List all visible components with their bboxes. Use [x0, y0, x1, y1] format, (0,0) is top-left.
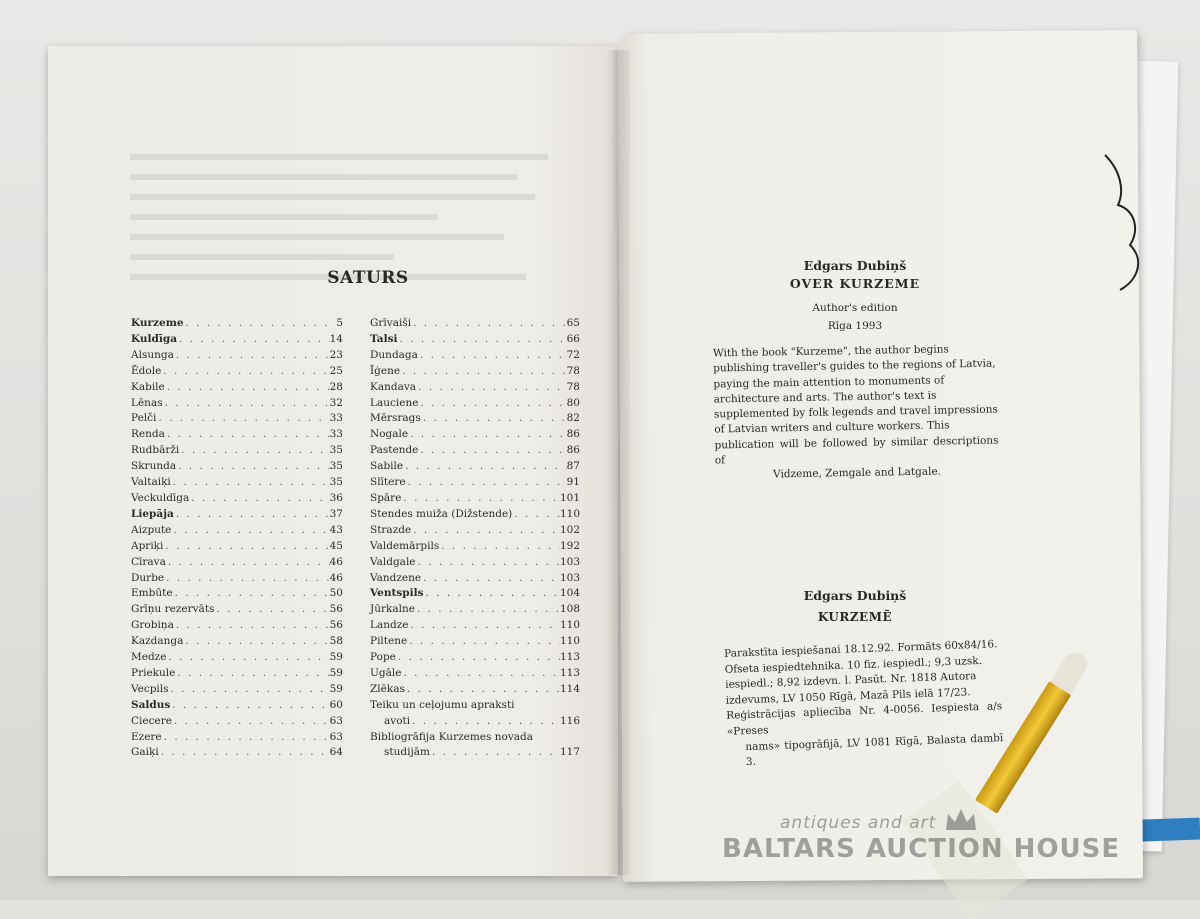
- toc-leader-dots: [403, 459, 567, 475]
- toc-entry-name: Alsunga: [131, 348, 174, 361]
- toc-entry-page: 65: [566, 317, 580, 329]
- toc-entry: [131, 348, 343, 364]
- toc-entry-name: Pope: [370, 651, 396, 664]
- imprint-block: [724, 637, 1004, 771]
- toc-entry: [370, 459, 580, 475]
- toc-leader-dots: [161, 364, 329, 380]
- toc-entry-page: 59: [329, 682, 343, 695]
- toc-entry-page: 14: [329, 332, 343, 345]
- toc-entry-name: Rudbārži: [131, 444, 180, 457]
- toc-entry-name: Īģene: [370, 364, 401, 377]
- toc-entry: [131, 634, 343, 650]
- toc-leader-dots: [177, 332, 330, 348]
- toc-entry-page: 114: [559, 682, 580, 695]
- toc-leader-dots: [173, 586, 330, 602]
- toc-entry: [370, 586, 580, 602]
- toc-entry: [131, 714, 343, 730]
- toc-column-left: [131, 316, 343, 761]
- toc-entry-name: Grīņu rezervāts: [131, 603, 215, 616]
- toc-entry-page: 43: [329, 523, 343, 536]
- toc-entry-name: Valtaiķi: [131, 476, 171, 489]
- toc-entry: [370, 491, 580, 507]
- imprint-line: iespiedl.; 8,92 izdevn. l. Pasūt. Nr. 1818 Autora: [725, 670, 977, 692]
- toc-entry: [370, 507, 580, 523]
- toc-entry: [131, 682, 343, 698]
- toc-entry-name: Ciecere: [131, 714, 172, 727]
- toc-entry-name: Grobiņa: [131, 619, 174, 632]
- toc-entry-page: 108: [559, 603, 580, 616]
- toc-entry-page: 103: [559, 571, 580, 584]
- toc-entry-name: Bibliogrāfija Kurzemes novada: [370, 730, 533, 743]
- toc-entry-name: Stendes muiža (Dižstende): [370, 507, 513, 520]
- toc-entry-page: 103: [559, 555, 580, 568]
- toc-entry-page: 113: [559, 651, 580, 664]
- toc-entry: [370, 634, 580, 650]
- toc-leader-dots: [416, 555, 560, 571]
- toc-entry-page: 110: [559, 619, 580, 632]
- toc-entry-page: 116: [559, 714, 580, 727]
- toc-leader-dots: [411, 523, 560, 539]
- toc-entry-page: 37: [329, 507, 343, 520]
- toc-entry: [370, 666, 580, 682]
- toc-leader-dots: [405, 682, 560, 698]
- toc-entry: [131, 316, 343, 332]
- toc-entry-name: Gaiķi: [131, 746, 159, 759]
- toc-title: SATURS: [327, 268, 409, 288]
- toc-leader-dots: [156, 411, 329, 427]
- toc-entry-name: Piltene: [370, 635, 408, 648]
- toc-entry-name: Veckuldīga: [131, 491, 190, 504]
- toc-entry-name: Ezere: [131, 730, 162, 743]
- toc-entry-name: Ugāle: [370, 666, 402, 679]
- toc-leader-dots: [189, 491, 329, 507]
- toc-entry: [131, 618, 343, 634]
- toc-entry-page: 82: [566, 412, 580, 425]
- toc-entry: [131, 555, 343, 571]
- toc-entry-page: 46: [329, 571, 343, 584]
- toc-entry: [131, 539, 343, 555]
- toc-leader-dots: [398, 332, 567, 348]
- toc-entry-name: Jūrkalne: [370, 603, 415, 616]
- book-title-english: OVER KURZEME: [789, 276, 921, 291]
- toc-leader-dots: [176, 459, 330, 475]
- toc-leader-dots: [174, 507, 330, 523]
- toc-entry-name: Spāre: [370, 491, 402, 504]
- toc-entry-page: 59: [329, 651, 343, 664]
- toc-entry-page: 110: [559, 635, 580, 648]
- toc-entry-name: avoti: [384, 714, 411, 727]
- toc-entry: [131, 666, 343, 682]
- toc-entry-name: Kazdanga: [131, 635, 184, 648]
- toc-leader-dots: [418, 348, 567, 364]
- author-name: Edgars Dubiņš: [803, 258, 907, 273]
- toc-entry: [131, 745, 343, 761]
- toc-entry-name: Skrunda: [131, 460, 177, 473]
- toc-entry: [131, 459, 343, 475]
- toc-entry-page: 28: [329, 380, 343, 393]
- toc-leader-dots: [430, 745, 560, 761]
- toc-entry: [370, 714, 580, 730]
- toc-leader-dots: [170, 698, 329, 714]
- toc-leader-dots: [410, 714, 560, 730]
- toc-entry-page: 104: [559, 587, 580, 600]
- toc-leader-dots: [165, 427, 330, 443]
- toc-entry-name: Vecpils: [131, 682, 169, 695]
- toc-entry-page: 35: [329, 476, 343, 489]
- toc-entry-page: 60: [329, 698, 343, 711]
- toc-entry: [370, 523, 580, 539]
- toc-entry-name: Valdemārpils: [370, 539, 440, 552]
- toc-entry-page: 58: [329, 635, 343, 648]
- toc-entry-page: 102: [559, 523, 580, 536]
- toc-entry-name: Valdgale: [370, 555, 416, 568]
- toc-leader-dots: [163, 396, 330, 412]
- toc-entry-name: Dundaga: [370, 348, 418, 361]
- toc-entry-name: Lēnas: [131, 396, 163, 409]
- toc-entry: [131, 443, 343, 459]
- toc-entry-name: Sabile: [370, 460, 404, 473]
- toc-entry: [131, 364, 343, 380]
- toc-entry-page: 78: [566, 380, 580, 393]
- place-year: Rīga 1993: [827, 320, 883, 332]
- toc-leader-dots: [424, 586, 560, 602]
- toc-entry-page: 101: [559, 491, 580, 504]
- toc-entry: [370, 332, 580, 348]
- toc-entry-name: Saldus: [131, 698, 171, 711]
- toc-entry-page: 86: [566, 444, 580, 457]
- toc-entry-page: 87: [566, 460, 580, 473]
- toc-leader-dots: [164, 571, 329, 587]
- toc-leader-dots: [179, 443, 329, 459]
- description-line: With the book "Kurzeme", the author begins: [712, 343, 949, 360]
- toc-entry: [370, 730, 580, 746]
- description-line: of Latvian writers and culture workers. This: [714, 419, 950, 436]
- toc-leader-dots: [421, 411, 567, 427]
- toc-entry: [370, 475, 580, 491]
- imprint-line: Reģistrācijas apliecība Nr. 4-0056. Iespiesta a/s «Preses: [726, 700, 1003, 738]
- toc-entry-page: 72: [566, 348, 580, 361]
- toc-entry: [131, 380, 343, 396]
- toc-leader-dots: [163, 539, 329, 555]
- toc-entry: [370, 650, 580, 666]
- imprint-line: nams» tipogrāfijā, LV 1081 Rīgā, Balasta dambī 3.: [745, 731, 1004, 769]
- toc-entry-page: 117: [559, 746, 580, 759]
- toc-leader-dots: [416, 380, 567, 396]
- toc-entry-page: 63: [329, 730, 343, 743]
- toc-leader-dots: [418, 443, 566, 459]
- toc-entry: [370, 682, 580, 698]
- toc-entry-page: 110: [559, 507, 580, 520]
- author-name-second: Edgars Dubiņš: [803, 588, 907, 603]
- toc-entry: [131, 491, 343, 507]
- toc-entry-name: Teiku un ceļojumu apraksti: [370, 698, 515, 711]
- toc-leader-dots: [512, 507, 560, 523]
- toc-entry: [131, 427, 343, 443]
- toc-entry-page: 46: [329, 555, 343, 568]
- toc-leader-dots: [406, 475, 567, 491]
- toc-entry: [370, 618, 580, 634]
- toc-entry: [131, 602, 343, 618]
- toc-entry-page: 78: [566, 364, 580, 377]
- toc-leader-dots: [411, 316, 567, 332]
- toc-entry-page: 35: [329, 460, 343, 473]
- toc-entry-name: Zlēkas: [370, 682, 405, 695]
- toc-entry: [370, 380, 580, 396]
- toc-entry-name: Strazde: [370, 523, 412, 536]
- toc-entry-name: Talsi: [370, 332, 398, 345]
- toc-entry-name: Pastende: [370, 444, 419, 457]
- toc-entry-page: 50: [329, 587, 343, 600]
- toc-entry-page: 64: [329, 746, 343, 759]
- toc-entry: [370, 396, 580, 412]
- toc-entry-page: 192: [559, 539, 580, 552]
- toc-leader-dots: [421, 571, 560, 587]
- book-gutter: [606, 50, 630, 875]
- toc-entry: [370, 316, 580, 332]
- description-line: Vidzeme, Zemgale and Latgale.: [773, 465, 942, 481]
- toc-entry: [370, 427, 580, 443]
- toc-entry-name: Liepāja: [131, 507, 174, 520]
- toc-entry-page: 33: [329, 412, 343, 425]
- toc-entry: [131, 507, 343, 523]
- toc-entry-page: 66: [566, 332, 580, 345]
- toc-entry-name: Renda: [131, 428, 165, 441]
- toc-leader-dots: [401, 491, 560, 507]
- toc-leader-dots: [165, 380, 330, 396]
- toc-entry-name: Vandzene: [370, 571, 422, 584]
- toc-entry-name: Kurzeme: [131, 317, 184, 329]
- toc-entry-name: Medze: [131, 651, 167, 664]
- description-line: architecture and arts. The author's text is: [713, 389, 937, 406]
- toc-entry-name: Ēdole: [131, 364, 162, 377]
- toc-entry-page: 23: [329, 348, 343, 361]
- toc-entry: [370, 698, 580, 714]
- toc-entry: [370, 745, 580, 761]
- toc-leader-dots: [408, 427, 567, 443]
- watermark-logo-text: BALTARS AUCTION HOUSE: [722, 834, 1121, 864]
- toc-column-right: [370, 316, 580, 761]
- toc-entry-page: 32: [329, 396, 343, 409]
- toc-entry-page: 63: [329, 714, 343, 727]
- toc-leader-dots: [159, 745, 330, 761]
- toc-entry: [370, 348, 580, 364]
- toc-leader-dots: [408, 618, 559, 634]
- toc-entry: [131, 411, 343, 427]
- toc-entry: [370, 443, 580, 459]
- toc-entry: [131, 650, 343, 666]
- toc-entry: [370, 364, 580, 380]
- toc-entry: [131, 475, 343, 491]
- toc-entry: [131, 396, 343, 412]
- watermark-tagline: antiques and art: [780, 813, 937, 833]
- toc-entry-name: Kabile: [131, 380, 165, 393]
- edition-note: Author's edition: [812, 302, 898, 314]
- toc-entry-name: Ventspils: [370, 587, 424, 600]
- toc-entry-name: Lauciene: [370, 396, 419, 409]
- toc-entry-page: 25: [329, 364, 343, 377]
- book-title-latvian: KURZEMĒ: [817, 610, 893, 624]
- toc-entry: [131, 571, 343, 587]
- toc-leader-dots: [171, 475, 330, 491]
- toc-leader-dots: [174, 618, 330, 634]
- toc-entry: [370, 539, 580, 555]
- toc-entry: [131, 730, 343, 746]
- toc-leader-dots: [183, 634, 329, 650]
- toc-entry-name: Pelči: [131, 412, 157, 425]
- toc-leader-dots: [171, 523, 329, 539]
- imprint-line: Ofseta iespiedtehnika. 10 fiz. iespiedl.; 9,3 uzsk.: [724, 654, 983, 676]
- toc-leader-dots: [401, 666, 560, 682]
- toc-entry: [131, 523, 343, 539]
- toc-entry: [131, 332, 343, 348]
- toc-entry-name: Apriķi: [131, 539, 164, 552]
- toc-entry-name: Mērsrags: [370, 412, 421, 425]
- toc-entry-name: Priekule: [131, 666, 176, 679]
- toc-entry: [131, 586, 343, 602]
- toc-entry-name: Nogale: [370, 428, 409, 441]
- toc-entry-page: 33: [329, 428, 343, 441]
- toc-entry-name: Durbe: [131, 571, 165, 584]
- description-line: supplemented by folk legends and travel impressions: [713, 403, 998, 421]
- book-description: [713, 342, 999, 485]
- imprint-line: Parakstīta iespiešanai 18.12.92. Formāts 60x84/16.: [723, 638, 998, 660]
- toc-leader-dots: [175, 666, 329, 682]
- toc-entry: [370, 555, 580, 571]
- toc-entry-name: Embūte: [131, 587, 173, 600]
- toc-leader-dots: [166, 555, 330, 571]
- toc-entry-page: 59: [329, 666, 343, 679]
- toc-entry-page: 36: [329, 491, 343, 504]
- description-line: paying the main attention to monuments of: [713, 374, 945, 391]
- toc-leader-dots: [162, 730, 330, 746]
- toc-leader-dots: [184, 316, 337, 332]
- toc-entry-name: Grīvaiši: [370, 317, 412, 329]
- toc-entry-page: 80: [566, 396, 580, 409]
- toc-entry-page: 45: [329, 539, 343, 552]
- toc-entry: [370, 411, 580, 427]
- toc-leader-dots: [415, 602, 560, 618]
- toc-entry-name: Kuldīga: [131, 332, 177, 345]
- toc-entry-page: 86: [566, 428, 580, 441]
- description-line: publishing traveller's guides to the regions of Latvia,: [713, 357, 996, 375]
- toc-entry-page: 35: [329, 444, 343, 457]
- toc-leader-dots: [407, 634, 560, 650]
- toc-leader-dots: [174, 348, 330, 364]
- toc-entry-name: Aizpute: [131, 523, 172, 536]
- toc-leader-dots: [214, 602, 329, 618]
- toc-entry-page: 113: [559, 666, 580, 679]
- description-line: publication will be followed by similar descriptions of: [714, 434, 999, 467]
- toc-leader-dots: [396, 650, 560, 666]
- toc-entry-name: Slītere: [370, 476, 406, 489]
- crown-icon: [944, 806, 978, 832]
- toc-entry: [131, 698, 343, 714]
- toc-entry-name: studijām: [384, 746, 430, 759]
- toc-entry-page: 5: [336, 317, 343, 329]
- toc-entry-page: 56: [329, 619, 343, 632]
- imprint-line: izdevums, LV 1050 Rīgā, Mazā Pils ielā 17/23.: [725, 686, 971, 707]
- toc-entry: [370, 602, 580, 618]
- toc-entry-page: 56: [329, 603, 343, 616]
- toc-leader-dots: [418, 396, 566, 412]
- toc-entry-name: Cīrava: [131, 555, 166, 568]
- toc-leader-dots: [439, 539, 560, 555]
- toc-entry-name: Landze: [370, 619, 409, 632]
- toc-leader-dots: [400, 364, 567, 380]
- toc-leader-dots: [169, 682, 330, 698]
- toc-leader-dots: [166, 650, 329, 666]
- toc-entry: [370, 571, 580, 587]
- toc-leader-dots: [172, 714, 330, 730]
- toc-entry-page: 91: [566, 476, 580, 489]
- toc-entry-name: Kandava: [370, 380, 417, 393]
- ink-squiggle: [1100, 150, 1145, 300]
